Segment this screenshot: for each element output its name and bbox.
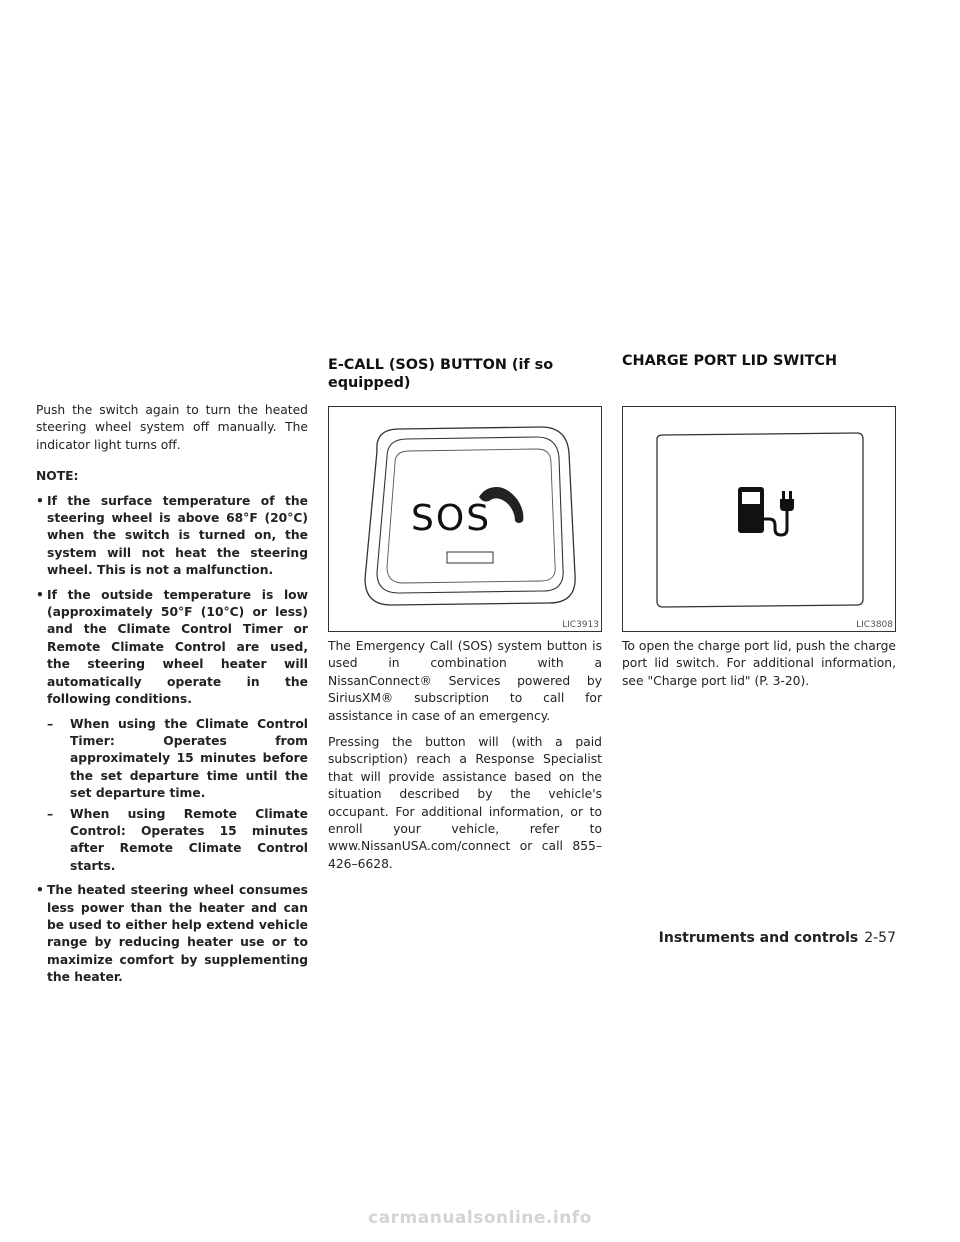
footer-section: Instruments and controls: [658, 930, 859, 946]
note-bullet-3: • The heated steering wheel consumes less power than the heater and can be used to either help extend vehicle range by reducing heater use or to maximize comfort by supplementing the heater.: [36, 883, 308, 985]
sos-label: SOS: [411, 498, 492, 539]
note-sub-bullet-1: – When using the Climate Control Timer: Operates from approximately 15 minutes before the set departure time until the set departure time.: [47, 716, 308, 801]
bullet-icon: •: [36, 493, 44, 508]
note-sub-bullet-2: – When using Remote Climate Control: Operates 15 minutes after Remote Climate Control starts.: [47, 806, 308, 873]
charge-switch-illustration: [623, 407, 897, 633]
page-footer: [659, 930, 896, 946]
column-middle-text: [328, 638, 602, 882]
ev-charge-station-icon: [738, 487, 794, 535]
note-title: NOTE:: [36, 469, 79, 484]
paragraph-charge-port: To open the charge port lid, push the charge port lid switch. For additional information, see "Charge port lid" (P. 3-20).: [622, 639, 896, 688]
paragraph-sos-system: The Emergency Call (SOS) system button is used in combination with a NissanConnect® Services powered by SiriusXM® subscription to call for assistance in case of an emergency.: [328, 639, 602, 723]
note-bullet-1: • If the surface temperature of the steering wheel is above 68°F (20°C) when the switch is turned on, the system will not heat the steering wheel. This is not a malfunction.: [36, 493, 308, 578]
figure-code-sos: LIC3913: [562, 620, 599, 630]
sos-button-illustration: [329, 407, 603, 633]
bullet-icon: •: [36, 587, 44, 602]
paragraph-sos-pressing: Pressing the button will (with a paid subscription) reach a Response Specialist that will provide assistance based on the situation described by the vehicle's occupant. For additional information, or to enroll your vehicle, refer to www.NissanUSA.com/connect or call 855–426–6628.: [328, 735, 602, 871]
dash-icon: –: [47, 806, 54, 821]
watermark: carmanualsonline.info: [368, 1208, 592, 1228]
ecall-heading: E-CALL (SOS) BUTTON (if so equipped): [328, 357, 554, 391]
note-bullet-2: • If the outside temperature is low (approximately 50°F (10°C) or less) and the Climate Control Timer or Remote Climate Control are used, the steering wheel heater will automatically operate in the following conditions.: [36, 587, 308, 707]
column-left: [36, 402, 308, 994]
charge-heading: CHARGE PORT LID SWITCH: [622, 353, 838, 369]
charge-switch-figure: [622, 406, 896, 632]
figure-code-charge: LIC3808: [856, 620, 893, 630]
paragraph-heated-wheel-off: Push the switch again to turn the heated steering wheel system off manually. The indicator light turns off.: [36, 403, 308, 452]
column-right-text: [622, 638, 896, 699]
bullet-icon: •: [36, 883, 44, 898]
sos-button-figure: [328, 406, 602, 632]
page-number: 2-57: [864, 930, 896, 946]
dash-icon: –: [47, 716, 54, 731]
